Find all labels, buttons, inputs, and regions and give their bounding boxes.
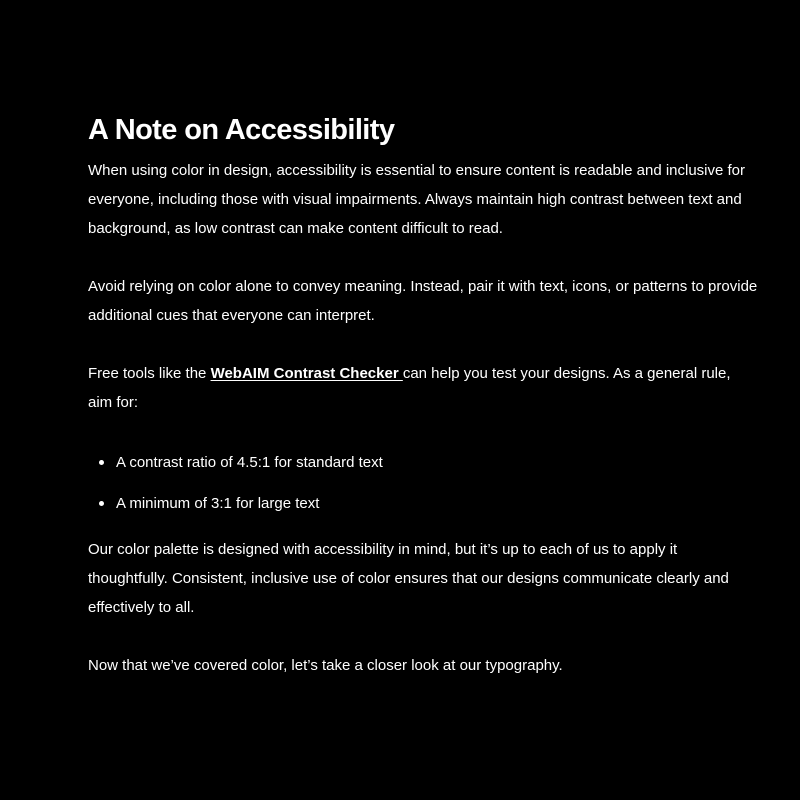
- paragraph-next-section: Now that we’ve covered color, let’s take a closer look at our typography.: [88, 657, 563, 674]
- paragraph-tools-lead: Free tools like the: [88, 365, 211, 382]
- article-content: [88, 110, 758, 680]
- list-item: [116, 448, 758, 477]
- paragraph-contrast: When using color in design, accessibility is essential to ensure content is readable and inclusive for everyone, including those with visual impairments. Always maintain high contrast between text and background, as low contrast can make content difficult to read.: [88, 162, 746, 237]
- bullet-icon: [99, 460, 104, 465]
- page-title: A Note on Accessibility: [88, 114, 395, 146]
- list-item: [116, 489, 758, 518]
- bullet-icon: [99, 501, 104, 506]
- paragraph-palette: Our color palette is designed with accessibility in mind, but it’s up to each of us to apply it thoughtfully. Consistent, inclusive use of color ensures that our designs communicate clearly and effectively to all.: [88, 541, 729, 616]
- list-item-text: A minimum of 3:1 for large text: [116, 495, 320, 512]
- webaim-contrast-checker-link[interactable]: WebAIM Contrast Checker: [210, 365, 403, 382]
- paragraph-color-meaning: Avoid relying on color alone to convey meaning. Instead, pair it with text, icons, or patterns to provide additional cues that everyone can interpret.: [88, 278, 758, 324]
- paragraph-tools: [88, 359, 758, 417]
- paragraph-tools-tail: can help you test your designs. As a general rule, aim for:: [88, 365, 731, 411]
- contrast-guidelines-list: [88, 448, 758, 518]
- list-item-text: A contrast ratio of 4.5:1 for standard text: [116, 454, 383, 471]
